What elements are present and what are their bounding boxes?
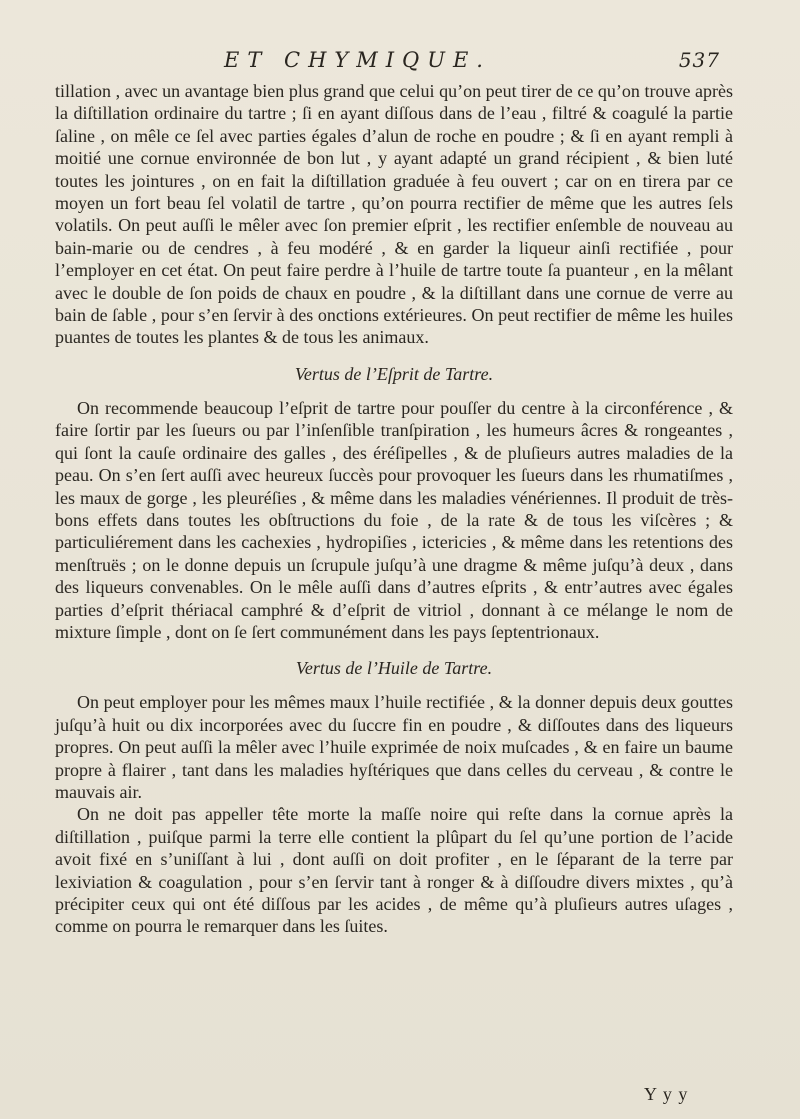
page-number: 537 — [678, 48, 720, 72]
section2-paragraph-2: On ne doit pas appeller tête morte la maſſe noire qui reſte dans la cornue après la diſtillation , puiſque parmi la terre elle contient la plûpart du ſel qu’une portion de l’acide avoit fixé en s’uniſſant à lui , dont auſſi on doit profiter , en le ſéparant de la terre par lexiviation & coagulation , pour s’en ſervir tant à ronger & à diſſoudre divers mixtes , qu’à précipiter ceux qui ont été diſſous par les acides , de même qu’à pluſieurs autres uſages , comme on pourra le remarquer dans les ſuites. — [55, 804, 733, 937]
signature-mark: Y y y — [644, 1084, 689, 1104]
section2-paragraph-1: On peut employer pour les mêmes maux l’huile rectifiée , & la donner depuis deux gouttes juſqu’à huit ou dix incorporées avec du ſuccre fin en poudre , & diſſoutes dans des liqueurs propres. On peut auſſi la mêler avec l’huile exprimée de noix muſcades , & en faire un baume propre à flairer , tant dans les maladies hyſtériques que dans celles du cerveau , & contre le mauvais air. — [55, 692, 733, 802]
section-heading-huile: Vertus de l’Huile de Tartre. — [295, 658, 493, 679]
section1-paragraph-1: On recommende beaucoup l’eſprit de tartre pour pouſſer du centre à la circonférence , & faire ſortir par les ſueurs ou par l’inſenſible tranſpiration , les humeurs âcres & rongeantes , qui ſont la cauſe ordinaire des galles , des éréſipelles , & de pluſieurs autres maladies de la peau. On s’en ſert auſſi avec heureux ſuccès pour provoquer les ſueurs dans les rhumatiſmes , les maux de gorge , les pleuréſies , & même dans les maladies vénériennes. Il produit de très-bons effets dans toutes les obſtructions du foie , de la rate & de tous les viſcères ; & particuliérement dans les cachexies , hydropiſies , ictericies , & même dans les retentions des menſtruës ; on le donne depuis un ſcrupule juſqu’à une dragme & même juſqu’à deux , dans des liqueurs convenables. On le mêle auſſi dans d’autres eſprits , & entr’autres avec égales parties d’eſprit thériacal camphré & d’eſprit de vitriol , donnant à ce mélange le nom de mixture ſimple , dont on ſe ſert communément dans les pays ſeptentrionaux. — [55, 397, 733, 642]
section-heading-esprit: Vertus de l’Eſprit de Tartre. — [294, 363, 494, 384]
body-paragraph-1: tillation , avec un avantage bien plus grand que celui qu’on peut tirer de ce qu’on trouve après la diſtillation ordinaire du tartre ; ſi en ayant diſſous dans de l’eau , filtré & coagulé la partie ſaline , on mêle ce ſel avec parties égales d’alun de roche en poudre ; & ſi en ayant rempli à moitié une cornue environnée de bon lut , y ayant adapté un grand récipient , & bien luté toutes les jointures , on en fait la diſtillation graduée à feu ouvert ; car on en tirera par ce moyen un fort beau ſel volatil de tartre , qu’on pourra rectifier de même que les autres ſels volatils. On peut auſſi le mêler avec ſon premier eſprit , les rectifier enſemble de nouveau au bain-marie ou de cendres , à feu modéré , & en garder la liqueur ainſi rectifiée , pour l’employer en cet état. On peut faire perdre à l’huile de tartre toute ſa puanteur , en la mêlant avec le double de ſon poids de chaux en poudre , & la diſtillant dans une cornue de verre au bain de ſable , pour s’en ſervir à des onctions extérieures. On peut rectifier de même les huiles puantes de toutes les plantes & de tous les animaux. — [55, 81, 733, 348]
page-body — [55, 80, 733, 938]
page-header — [0, 48, 800, 76]
running-title: ET CHYMIQUE. — [224, 48, 491, 72]
